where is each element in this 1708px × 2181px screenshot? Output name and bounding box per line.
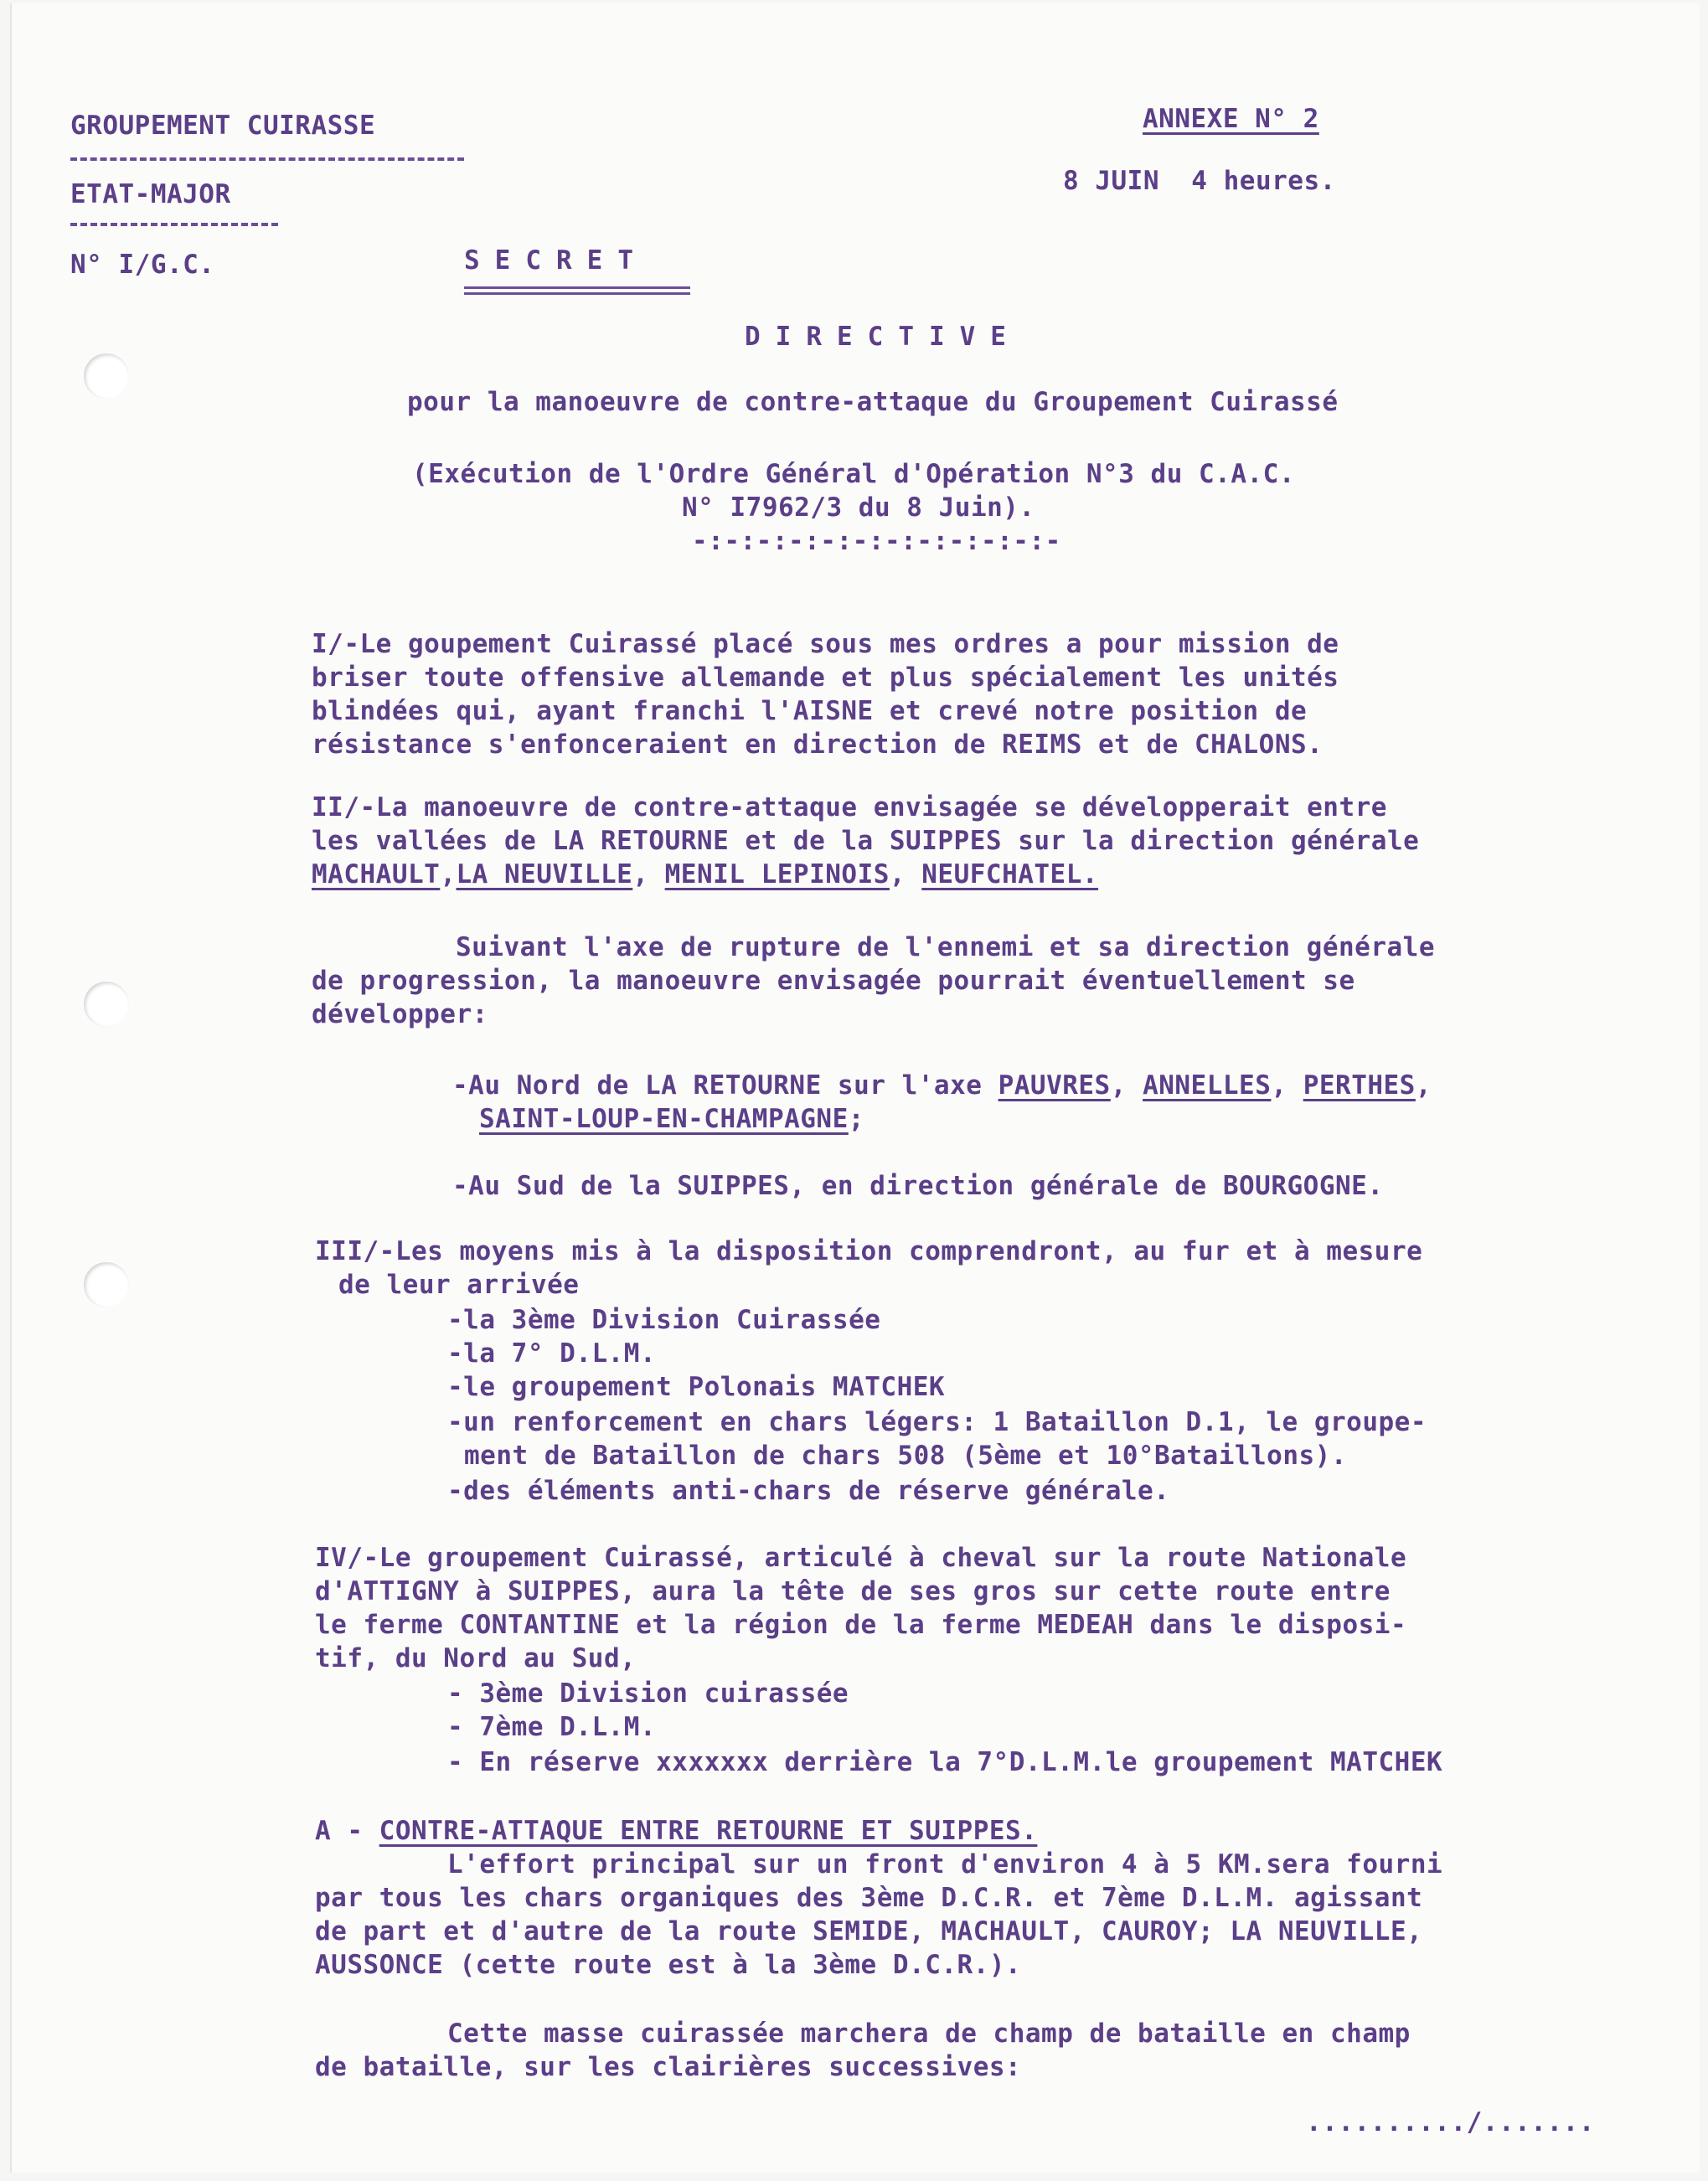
- list-item: - 7ème D.L.M.: [447, 1712, 657, 1742]
- place-name: ANNELLES: [1143, 1070, 1272, 1101]
- heading-text: CONTRE-ATTAQUE ENTRE RETOURNE ET SUIPPES.: [379, 1816, 1038, 1846]
- body-line: résistance s'enfonceraient en direction de REIMS et de CHALONS.: [312, 730, 1324, 760]
- body-line: Cette masse cuirassée marchera de champ de bataille en champ: [447, 2019, 1411, 2049]
- document-date: 8 JUIN 4 heures.: [1063, 166, 1336, 196]
- title-line: (Exécution de l'Ordre Général d'Opération N°3 du C.A.C.: [412, 459, 1295, 489]
- body-line: le ferme CONTANTINE et la région de la ferme MEDEAH dans le disposi-: [315, 1610, 1407, 1640]
- body-line: IV/-Le groupement Cuirassé, articulé à cheval sur la route Nationale: [315, 1543, 1407, 1573]
- body-line: briser toute offensive allemande et plus spécialement les unités: [312, 663, 1339, 693]
- list-item: -le groupement Polonais MATCHEK: [447, 1372, 946, 1402]
- heading-prefix: A -: [315, 1816, 379, 1846]
- document-title: DIRECTIVE: [745, 322, 1021, 352]
- list-item: ment de Bataillon de chars 508 (5ème et 10°Bataillons).: [464, 1441, 1347, 1471]
- reference-number: N° I/G.C.: [70, 250, 215, 280]
- body-line: d'ATTIGNY à SUIPPES, aura la tête de ses gros sur cette route entre: [315, 1576, 1391, 1606]
- separator: -:-:-:-:-:-:-:-:-:-:-:-: [692, 526, 1061, 556]
- body-line: par tous les chars organiques des 3ème D.C.R. et 7ème D.L.M. agissant: [315, 1883, 1423, 1913]
- punch-hole: [84, 982, 129, 1027]
- classification-underline: [464, 292, 690, 295]
- body-line: AUSSONCE (cette route est à la 3ème D.C.R.).: [315, 1950, 1022, 1980]
- north-axis-line: -Au Nord de LA RETOURNE sur l'axe PAUVRES, ANNELLES, PERTHES,: [452, 1070, 1432, 1101]
- place-name: SAINT-LOUP-EN-CHAMPAGNE: [479, 1104, 849, 1134]
- classification: SECRET: [464, 245, 648, 276]
- place-name: LA NEUVILLE: [456, 859, 633, 889]
- place-name: PERTHES: [1303, 1070, 1416, 1101]
- place-name: NEUFCHATEL.: [921, 859, 1099, 889]
- annex-number: ANNEXE N° 2: [1143, 104, 1319, 134]
- section-heading: [315, 1814, 1037, 1848]
- divider: [70, 223, 278, 226]
- place-name: MACHAULT: [312, 859, 441, 889]
- body-line: III/-Les moyens mis à la disposition comprendront, au fur et à mesure: [315, 1236, 1423, 1266]
- body-line: de progression, la manoeuvre envisagée pourrait éventuellement se: [312, 966, 1355, 996]
- body-line: développer:: [312, 999, 488, 1029]
- body-line: I/-Le goupement Cuirassé placé sous mes ordres a pour mission de: [312, 629, 1339, 659]
- body-line: -Au Sud de la SUIPPES, en direction générale de BOURGOGNE.: [452, 1171, 1384, 1201]
- body-line: tif, du Nord au Sud,: [315, 1643, 637, 1673]
- list-item: -des éléments anti-chars de réserve générale.: [447, 1476, 1170, 1506]
- continuation-mark: ........../.......: [1306, 2107, 1595, 2137]
- title-line: N° I7962/3 du 8 Juin).: [682, 492, 1035, 523]
- place-name: MENIL LEPINOIS: [664, 859, 890, 889]
- body-text: -Au Nord de LA RETOURNE sur l'axe: [452, 1070, 983, 1101]
- list-item: -la 7° D.L.M.: [447, 1338, 657, 1369]
- list-item: - 3ème Division cuirassée: [447, 1678, 849, 1709]
- north-axis-end: SAINT-LOUP-EN-CHAMPAGNE;: [479, 1104, 864, 1134]
- place-name: PAUVRES: [998, 1070, 1111, 1101]
- document-page: [10, 3, 1700, 2173]
- punch-hole: [84, 1262, 129, 1307]
- list-item: -la 3ème Division Cuirassée: [447, 1305, 881, 1335]
- places-line: MACHAULT,LA NEUVILLE, MENIL LEPINOIS, NEUFCHATEL.: [312, 859, 1099, 889]
- body-line: L'effort principal sur un front d'environ 4 à 5 KM.sera fourni: [447, 1849, 1443, 1879]
- classification-underline: [464, 286, 690, 289]
- list-item: -un renforcement en chars légers: 1 Bataillon D.1, le groupe-: [447, 1407, 1427, 1437]
- unit-name: GROUPEMENT CUIRASSE: [70, 111, 376, 141]
- body-line: de bataille, sur les clairières successives:: [315, 2052, 1022, 2082]
- title-line: pour la manoeuvre de contre-attaque du Groupement Cuirassé: [407, 387, 1339, 417]
- punch-hole: [84, 353, 129, 399]
- divider: [70, 157, 464, 161]
- body-line: Suivant l'axe de rupture de l'ennemi et sa direction générale: [456, 932, 1435, 962]
- body-line: II/-La manoeuvre de contre-attaque envisagée se développerait entre: [312, 792, 1387, 822]
- list-item: - En réserve xxxxxxx derrière la 7°D.L.M.le groupement MATCHEK: [447, 1747, 1443, 1777]
- body-line: blindées qui, ayant franchi l'AISNE et crevé notre position de: [312, 696, 1308, 726]
- staff-name: ETAT-MAJOR: [70, 179, 231, 209]
- body-line: de part et d'autre de la route SEMIDE, MACHAULT, CAUROY; LA NEUVILLE,: [315, 1916, 1423, 1946]
- body-line: de leur arrivée: [338, 1270, 580, 1300]
- body-line: les vallées de LA RETOURNE et de la SUIPPES sur la direction générale: [312, 826, 1420, 856]
